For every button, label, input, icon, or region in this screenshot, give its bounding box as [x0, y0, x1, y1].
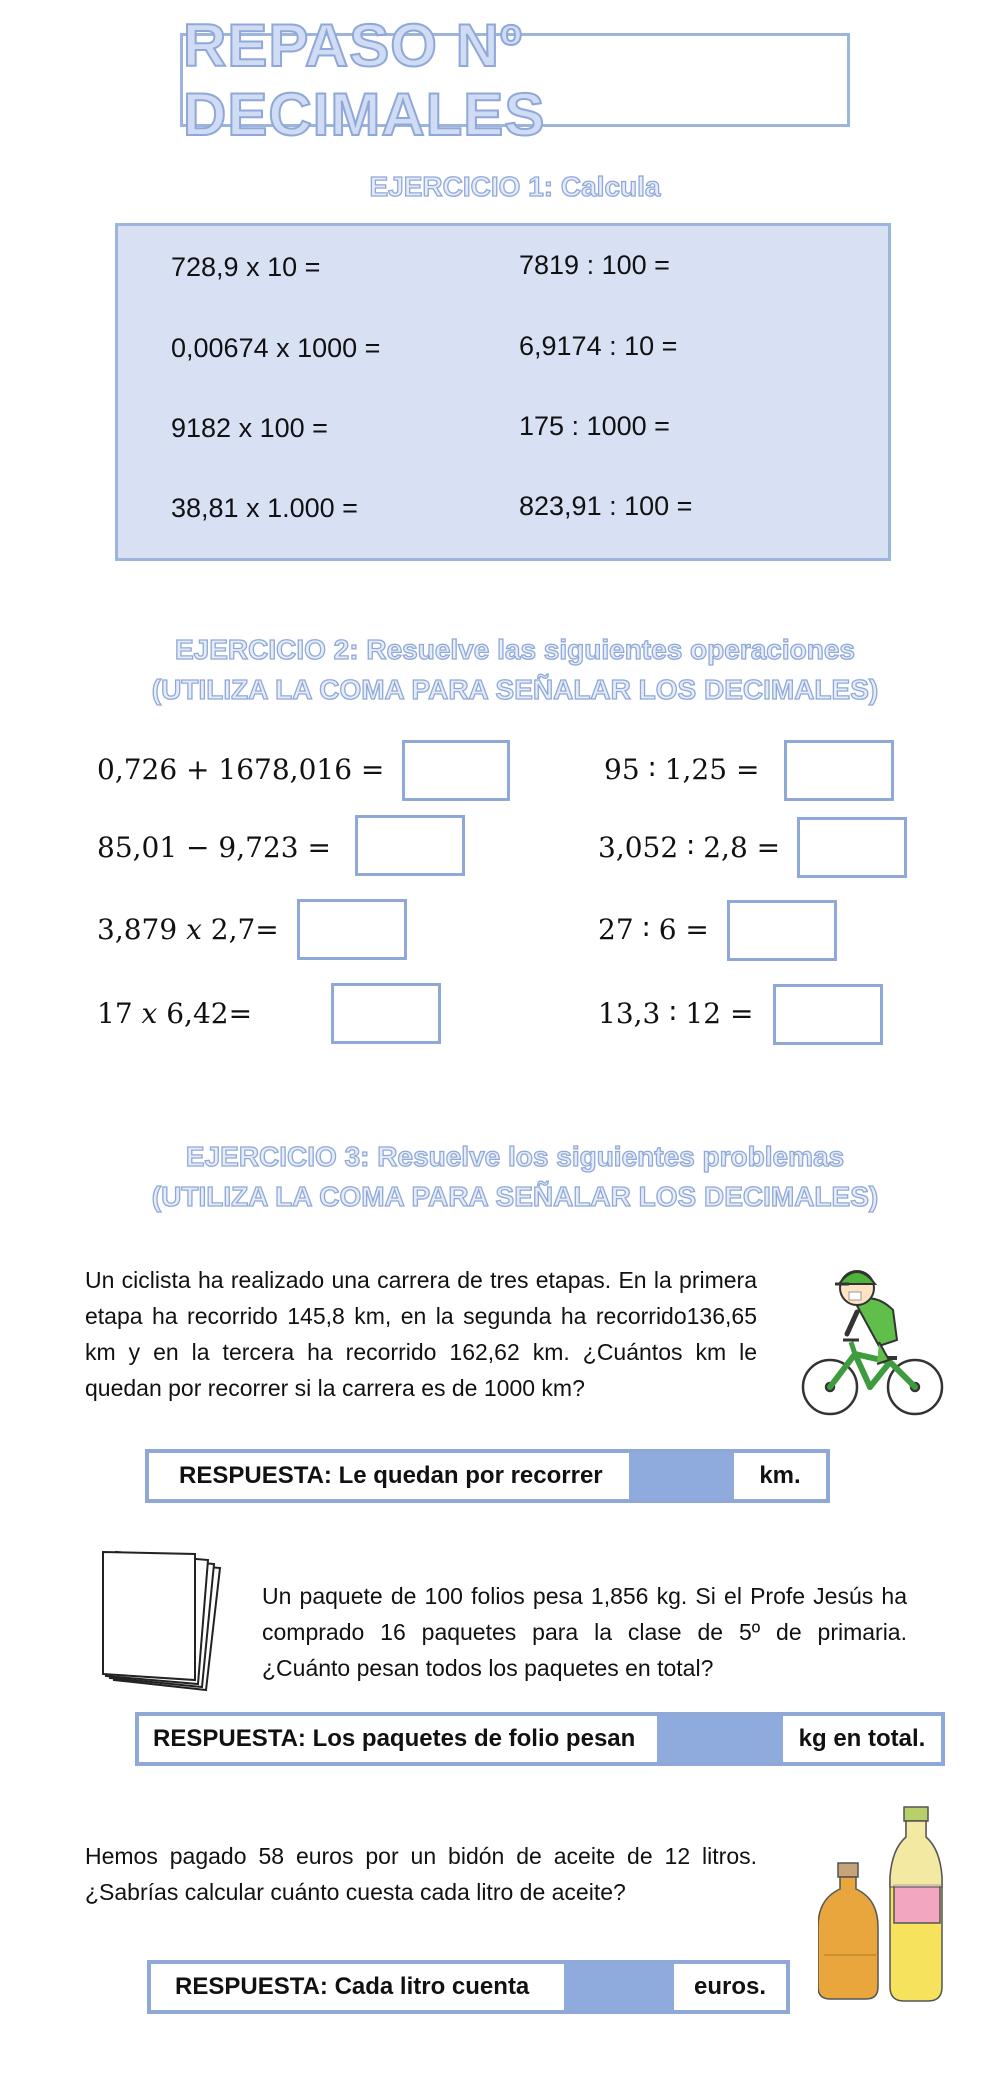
cyclist-icon — [795, 1262, 950, 1427]
answer-input[interactable] — [629, 1453, 734, 1499]
answer-bar — [147, 1960, 790, 2014]
oil-bottles-icon — [818, 1805, 963, 2005]
ex1-item: 7819 : 100 = — [519, 250, 670, 280]
answer-input[interactable] — [657, 1716, 783, 1762]
answer-box[interactable] — [355, 815, 465, 876]
ex1-item: 9182 x 100 = — [171, 413, 328, 443]
paper-stack-icon — [100, 1550, 225, 1700]
problem-text: Un ciclista ha realizado una carrera de tres etapas. En la primera etapa ha recorrido 145,8 km, en la segunda ha recorrido136,65 km y en la tercera ha recorrido 162,62 km. ¿Cuántos km le quedan por recorrer si la carrera es de 1000 km? — [85, 1267, 757, 1401]
answer-unit: kg en total. — [798, 1725, 926, 1752]
ex2-operation: 3,879 x 2,7= — [97, 913, 279, 946]
answer-bar — [145, 1449, 830, 1503]
answer-box[interactable] — [727, 900, 837, 961]
answer-label: RESPUESTA: Cada litro cuenta — [175, 1973, 530, 2000]
answer-label: RESPUESTA: Los paquetes de folio pesan — [153, 1725, 636, 1752]
page-title: REPASO Nº DECIMALES — [183, 12, 546, 148]
answer-bar — [135, 1712, 945, 1766]
answer-input[interactable] — [564, 1964, 674, 2010]
ex2-operation: 27 ∶ 6 = — [598, 913, 709, 946]
answer-unit: km. — [759, 1462, 801, 1489]
ex1-item: 0,00674 x 1000 = — [171, 333, 381, 363]
ex2-operation: 85,01 − 9,723 = — [97, 831, 331, 864]
title-box — [180, 12, 850, 148]
ex1-item: 6,9174 : 10 = — [519, 331, 678, 361]
answer-box[interactable] — [297, 899, 407, 960]
ex1-heading: EJERCICIO 1: Calcula — [369, 171, 661, 202]
ex2-operation: 0,726 + 1678,016 = — [97, 753, 385, 786]
ex2-operation: 3,052 ∶ 2,8 = — [598, 831, 781, 864]
ex3-heading: EJERCICIO 3: Resuelve los siguientes problemas — [185, 1141, 845, 1172]
ex1-item: 38,81 x 1.000 = — [171, 493, 358, 523]
answer-box[interactable] — [784, 740, 894, 801]
answer-box[interactable] — [331, 983, 441, 1044]
ex1-item: 728,9 x 10 = — [171, 252, 321, 282]
ex3-subheading: (UTILIZA LA COMA PARA SEÑALAR LOS DECIMALES) — [151, 1181, 879, 1212]
problem-text: Un paquete de 100 folios pesa 1,856 kg. Si el Profe Jesús ha comprado 16 paquetes para la clase de 5º de primaria. ¿Cuánto pesan todos los paquetes en total? — [262, 1583, 907, 1681]
answer-box[interactable] — [797, 817, 907, 878]
answer-label: RESPUESTA: Le quedan por recorrer — [179, 1462, 603, 1489]
ex2-operation: 95 ∶ 1,25 = — [604, 753, 760, 786]
answer-unit: euros. — [693, 1973, 767, 2000]
ex2-operation: 17 x 6,42= — [97, 997, 253, 1030]
ex2-operation: 13,3 ∶ 12 = — [598, 997, 754, 1030]
answer-box[interactable] — [402, 740, 510, 801]
ex1-item: 175 : 1000 = — [519, 411, 670, 441]
ex1-item: 823,91 : 100 = — [519, 491, 693, 521]
ex2-subheading: (UTILIZA LA COMA PARA SEÑALAR LOS DECIMALES) — [151, 674, 879, 705]
ex2-heading: EJERCICIO 2: Resuelve las siguientes operaciones — [174, 634, 856, 665]
problem-text: Hemos pagado 58 euros por un bidón de aceite de 12 litros. ¿Sabrías calcular cuánto cuesta cada litro de aceite? — [85, 1843, 757, 1905]
answer-box[interactable] — [773, 984, 883, 1045]
